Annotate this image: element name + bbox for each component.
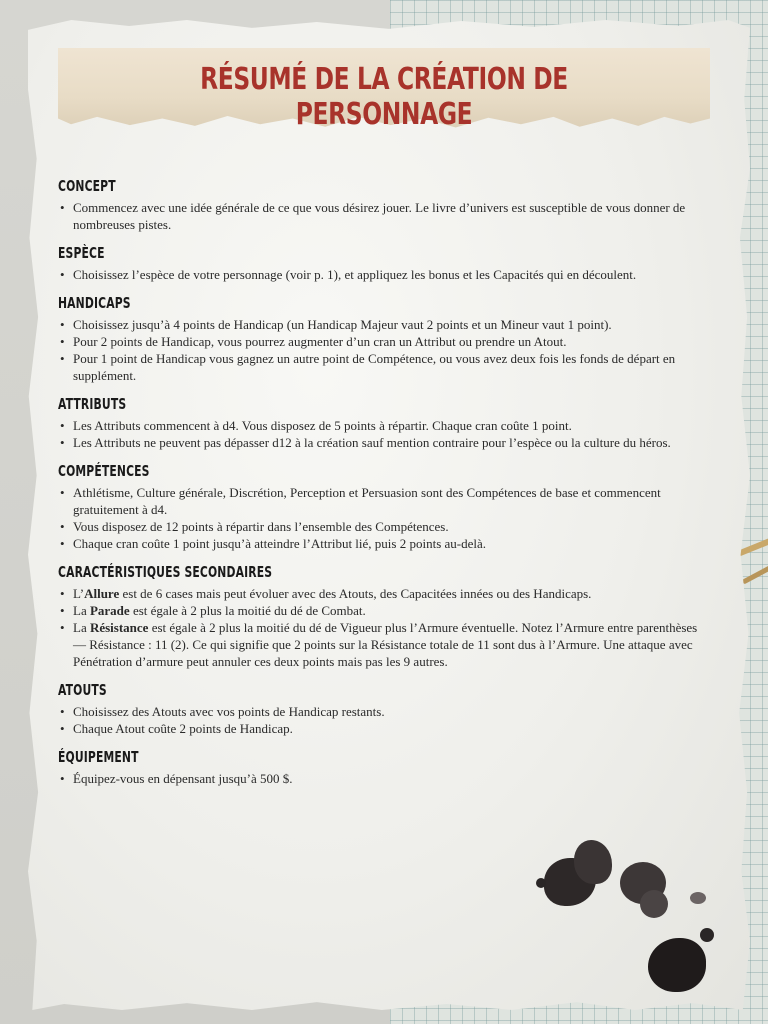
list-item: • Les Attributs ne peuvent pas dépasser d12 à la création sauf mention contraire pour l’espèce ou la culture du héros. (58, 434, 712, 451)
list-item: • La Résistance est égale à 2 plus la moitié du dé de Vigueur plus l’Armure éventuelle. Notez l’Armure entre parenthèses — Résistance : 11 (2). Ce qui signifie que 2 points sur la Résistance totale de 11 sont dus à l’Armure. Une attaque avec Pénétration d’armure peut annuler ces deux points mais pas les 9 autres. (58, 619, 712, 670)
section-heading: ESPÈCE (58, 244, 105, 262)
list-item: • Commencez avec une idée générale de ce que vous désirez jouer. Le livre d’univers est susceptible de vous donner de nombreuses pistes. (58, 199, 712, 233)
ink-blot (536, 878, 546, 888)
list-item: • L’Allure est de 6 cases mais peut évoluer avec des Atouts, des Capacitées innées ou des Handicaps. (58, 585, 712, 602)
ink-blot (700, 928, 714, 942)
list-item: • Pour 2 points de Handicap, vous pourrez augmenter d’un cran un Attribut ou prendre un Atout. (58, 333, 712, 350)
ink-blot (690, 892, 706, 904)
list-item: • Athlétisme, Culture générale, Discrétion, Perception et Persuasion sont des Compétences de base et commencent gratuitement à d4. (58, 484, 712, 518)
section-caracteristiques-secondaires (58, 564, 712, 670)
list-item: • Vous disposez de 12 points à répartir dans l’ensemble des Compétences. (58, 518, 712, 535)
term-parade: Parade (89, 603, 130, 618)
ink-blot (574, 840, 612, 884)
bullet-list (58, 266, 712, 283)
section-heading: ATOUTS (58, 681, 107, 699)
ink-blot (640, 890, 668, 918)
list-item: • Chaque cran coûte 1 point jusqu’à atteindre l’Attribut lié, puis 2 points au-delà. (58, 535, 712, 552)
section-equipement (58, 749, 712, 787)
section-heading: CARACTÉRISTIQUES SECONDAIRES (58, 563, 273, 581)
list-item: • Chaque Atout coûte 2 points de Handicap. (58, 720, 712, 737)
list-item: • La Parade est égale à 2 plus la moitié du dé de Combat. (58, 602, 712, 619)
bullet-list (58, 484, 712, 552)
list-item: • Équipez-vous en dépensant jusqu’à 500 $. (58, 770, 712, 787)
list-item: • Choisissez l’espèce de votre personnage (voir p. 1), et appliquez les bonus et les Capacités qui en découlent. (58, 266, 712, 283)
bullet-list (58, 199, 712, 233)
section-handicaps (58, 295, 712, 384)
summary-content (58, 178, 712, 799)
term-allure: Allure (84, 586, 120, 601)
bullet-list (58, 703, 712, 737)
section-heading: HANDICAPS (58, 294, 131, 312)
bullet-list (58, 316, 712, 384)
list-item: • Pour 1 point de Handicap vous gagnez un autre point de Compétence, ou vous avez deux fois les fonds de départ en supplément. (58, 350, 712, 384)
section-heading: CONCEPT (58, 177, 116, 195)
bullet-list (58, 770, 712, 787)
section-attributs (58, 396, 712, 451)
list-item: • Les Attributs commencent à d4. Vous disposez de 5 points à répartir. Chaque cran coûte 1 point. (58, 417, 712, 434)
list-item: • Choisissez jusqu’à 4 points de Handicap (un Handicap Majeur vaut 2 points et un Mineur vaut 1 point). (58, 316, 712, 333)
bullet-list (58, 417, 712, 451)
section-espece (58, 245, 712, 283)
section-concept (58, 178, 712, 233)
section-competences (58, 463, 712, 552)
list-item: • Choisissez des Atouts avec vos points de Handicap restants. (58, 703, 712, 720)
page-title: RÉSUMÉ DE LA CRÉATION DE PERSONNAGE (200, 62, 568, 132)
section-heading: ÉQUIPEMENT (58, 748, 139, 766)
section-heading: ATTRIBUTS (58, 395, 127, 413)
section-atouts (58, 682, 712, 737)
bullet-list (58, 585, 712, 670)
term-resistance: Résistance (89, 620, 149, 635)
section-heading: COMPÉTENCES (58, 462, 150, 480)
ink-blot (648, 938, 706, 992)
